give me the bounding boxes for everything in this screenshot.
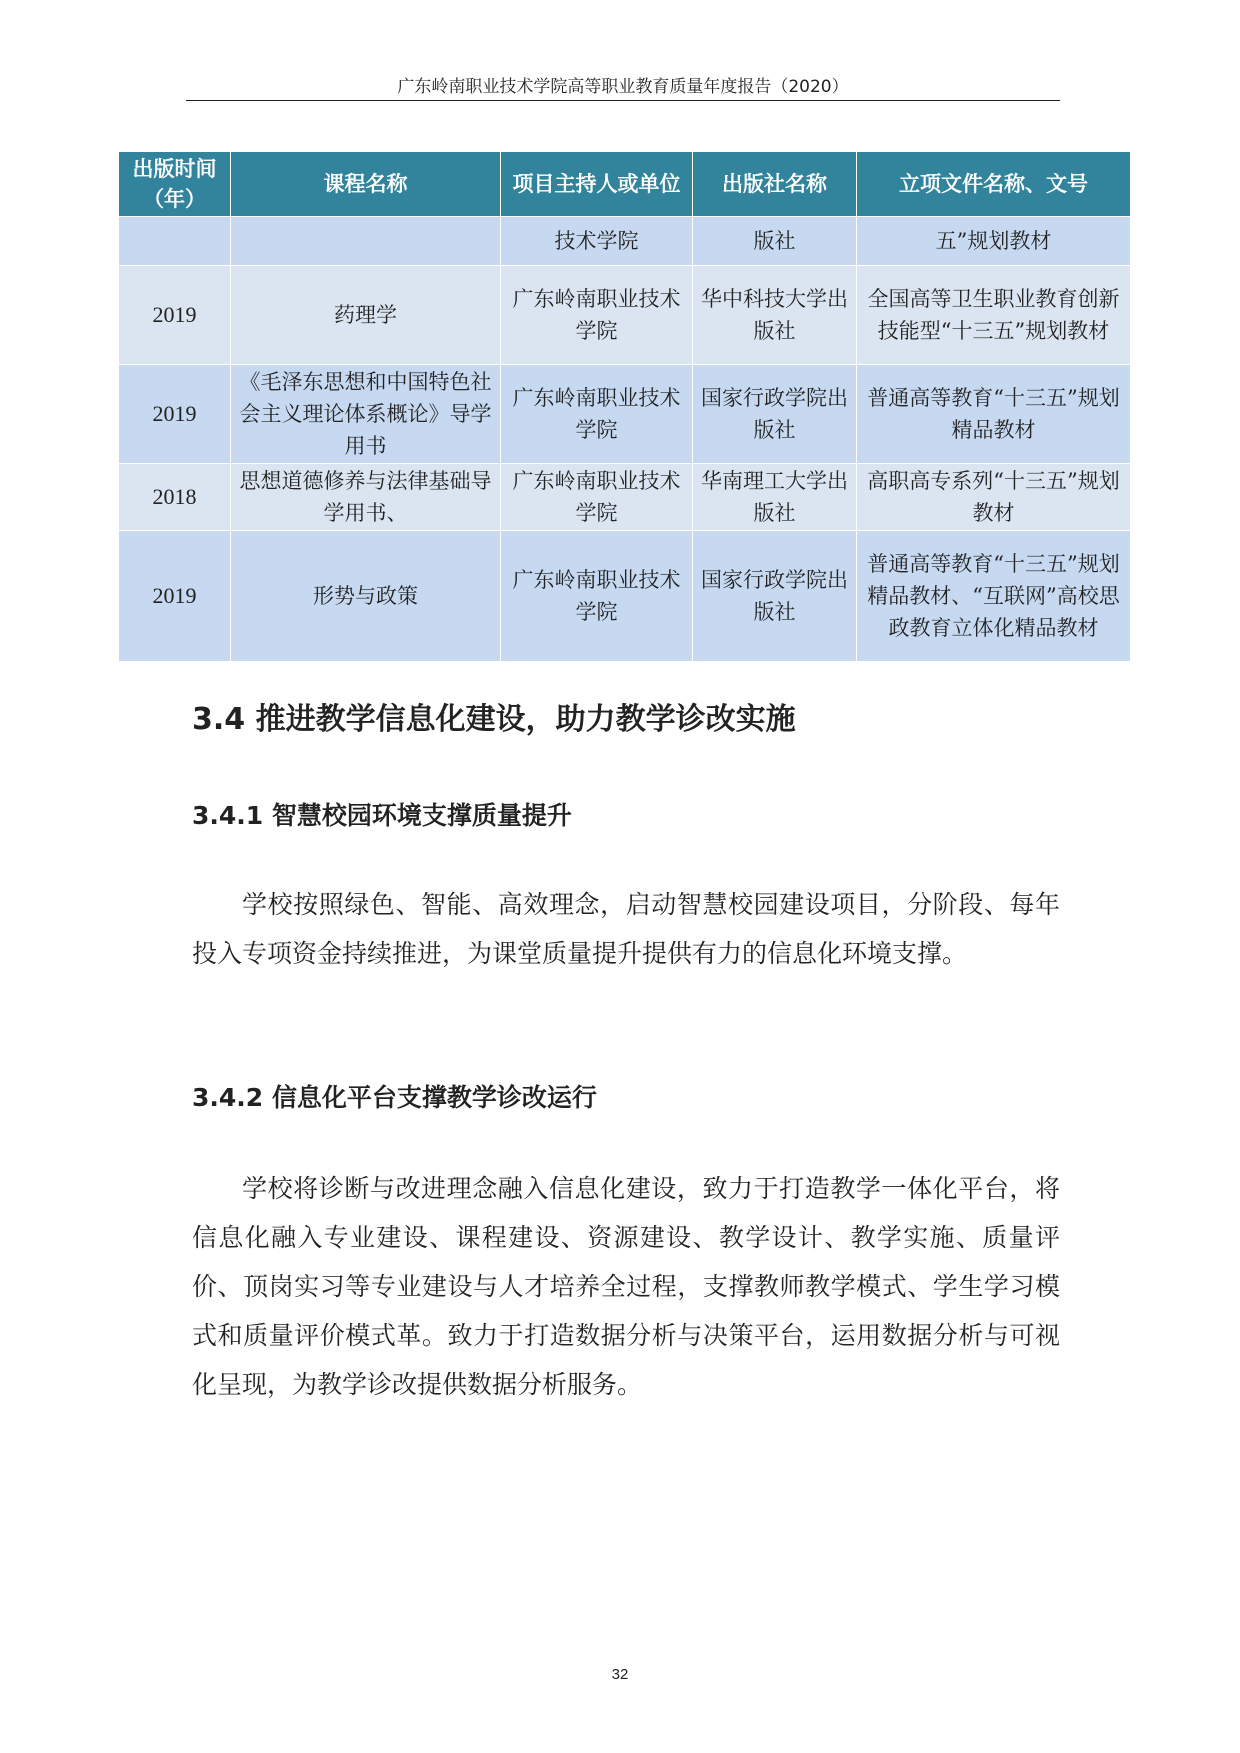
table-row (119, 464, 1131, 531)
cell-document: 五”规划教材 (857, 217, 1131, 266)
table-header-row (119, 152, 1131, 217)
cell-course (231, 217, 501, 266)
cell-publisher: 华中科技大学出版社 (693, 266, 857, 365)
cell-host: 广东岭南职业技术学院 (501, 531, 693, 662)
section-heading: 3.4 推进教学信息化建设，助力教学诊改实施 (192, 702, 796, 737)
subsection-heading-3-4-1: 3.4.1 智慧校园环境支撑质量提升 (192, 801, 572, 830)
col-header-year: 出版时间（年） (119, 152, 231, 217)
cell-document: 高职高专系列“十三五”规划教材 (857, 464, 1131, 531)
paragraph-smart-campus: 学校按照绿色、智能、高效理念，启动智慧校园建设项目，分阶段、每年投入专项资金持续推进，为课堂质量提升提供有力的信息化环境支撑。 (192, 890, 1060, 968)
cell-document: 普通高等教育“十三五”规划精品教材、“互联网”高校思政教育立体化精品教材 (857, 531, 1131, 662)
page-number: 32 (611, 1666, 629, 1683)
cell-course: 思想道德修养与法律基础导学用书、 (231, 464, 501, 531)
cell-course: 形势与政策 (231, 531, 501, 662)
col-header-host: 项目主持人或单位 (501, 152, 693, 217)
cell-publisher: 国家行政学院出版社 (693, 365, 857, 464)
cell-publisher: 版社 (693, 217, 857, 266)
col-header-document: 立项文件名称、文号 (857, 152, 1131, 217)
table-row (119, 266, 1131, 365)
cell-course: 《毛泽东思想和中国特色社会主义理论体系概论》导学用书 (231, 365, 501, 464)
cell-year: 2019 (119, 365, 231, 464)
table-row (119, 217, 1131, 266)
cell-year: 2019 (119, 266, 231, 365)
subsection-heading-3-4-2: 3.4.2 信息化平台支撑教学诊改运行 (192, 1083, 597, 1112)
cell-document: 全国高等卫生职业教育创新技能型“十三五”规划教材 (857, 266, 1131, 365)
header-rule (186, 100, 1060, 101)
cell-document: 普通高等教育“十三五”规划精品教材 (857, 365, 1131, 464)
col-header-course: 课程名称 (231, 152, 501, 217)
cell-year (119, 217, 231, 266)
cell-host: 技术学院 (501, 217, 693, 266)
cell-year: 2018 (119, 464, 231, 531)
cell-course: 药理学 (231, 266, 501, 365)
page-header: 广东岭南职业技术学院高等职业教育质量年度报告（2020） (397, 77, 849, 97)
cell-publisher: 国家行政学院出版社 (693, 531, 857, 662)
cell-host: 广东岭南职业技术学院 (501, 464, 693, 531)
cell-year: 2019 (119, 531, 231, 662)
col-header-publisher: 出版社名称 (693, 152, 857, 217)
cell-publisher: 华南理工大学出版社 (693, 464, 857, 531)
cell-host: 广东岭南职业技术学院 (501, 266, 693, 365)
textbook-table (118, 151, 1131, 662)
cell-host: 广东岭南职业技术学院 (501, 365, 693, 464)
table-row (119, 365, 1131, 464)
paragraph-info-platform: 学校将诊断与改进理念融入信息化建设，致力于打造教学一体化平台，将信息化融入专业建设、课程建设、资源建设、教学设计、教学实施、质量评价、顶岗实习等专业建设与人才培养全过程，支撑教师教学模式、学生学习模式和质量评价模式革。致力于打造数据分析与决策平台，运用数据分析与可视化呈现，为教学诊改提供数据分析服务。 (192, 1174, 1060, 1399)
table-row (119, 531, 1131, 662)
